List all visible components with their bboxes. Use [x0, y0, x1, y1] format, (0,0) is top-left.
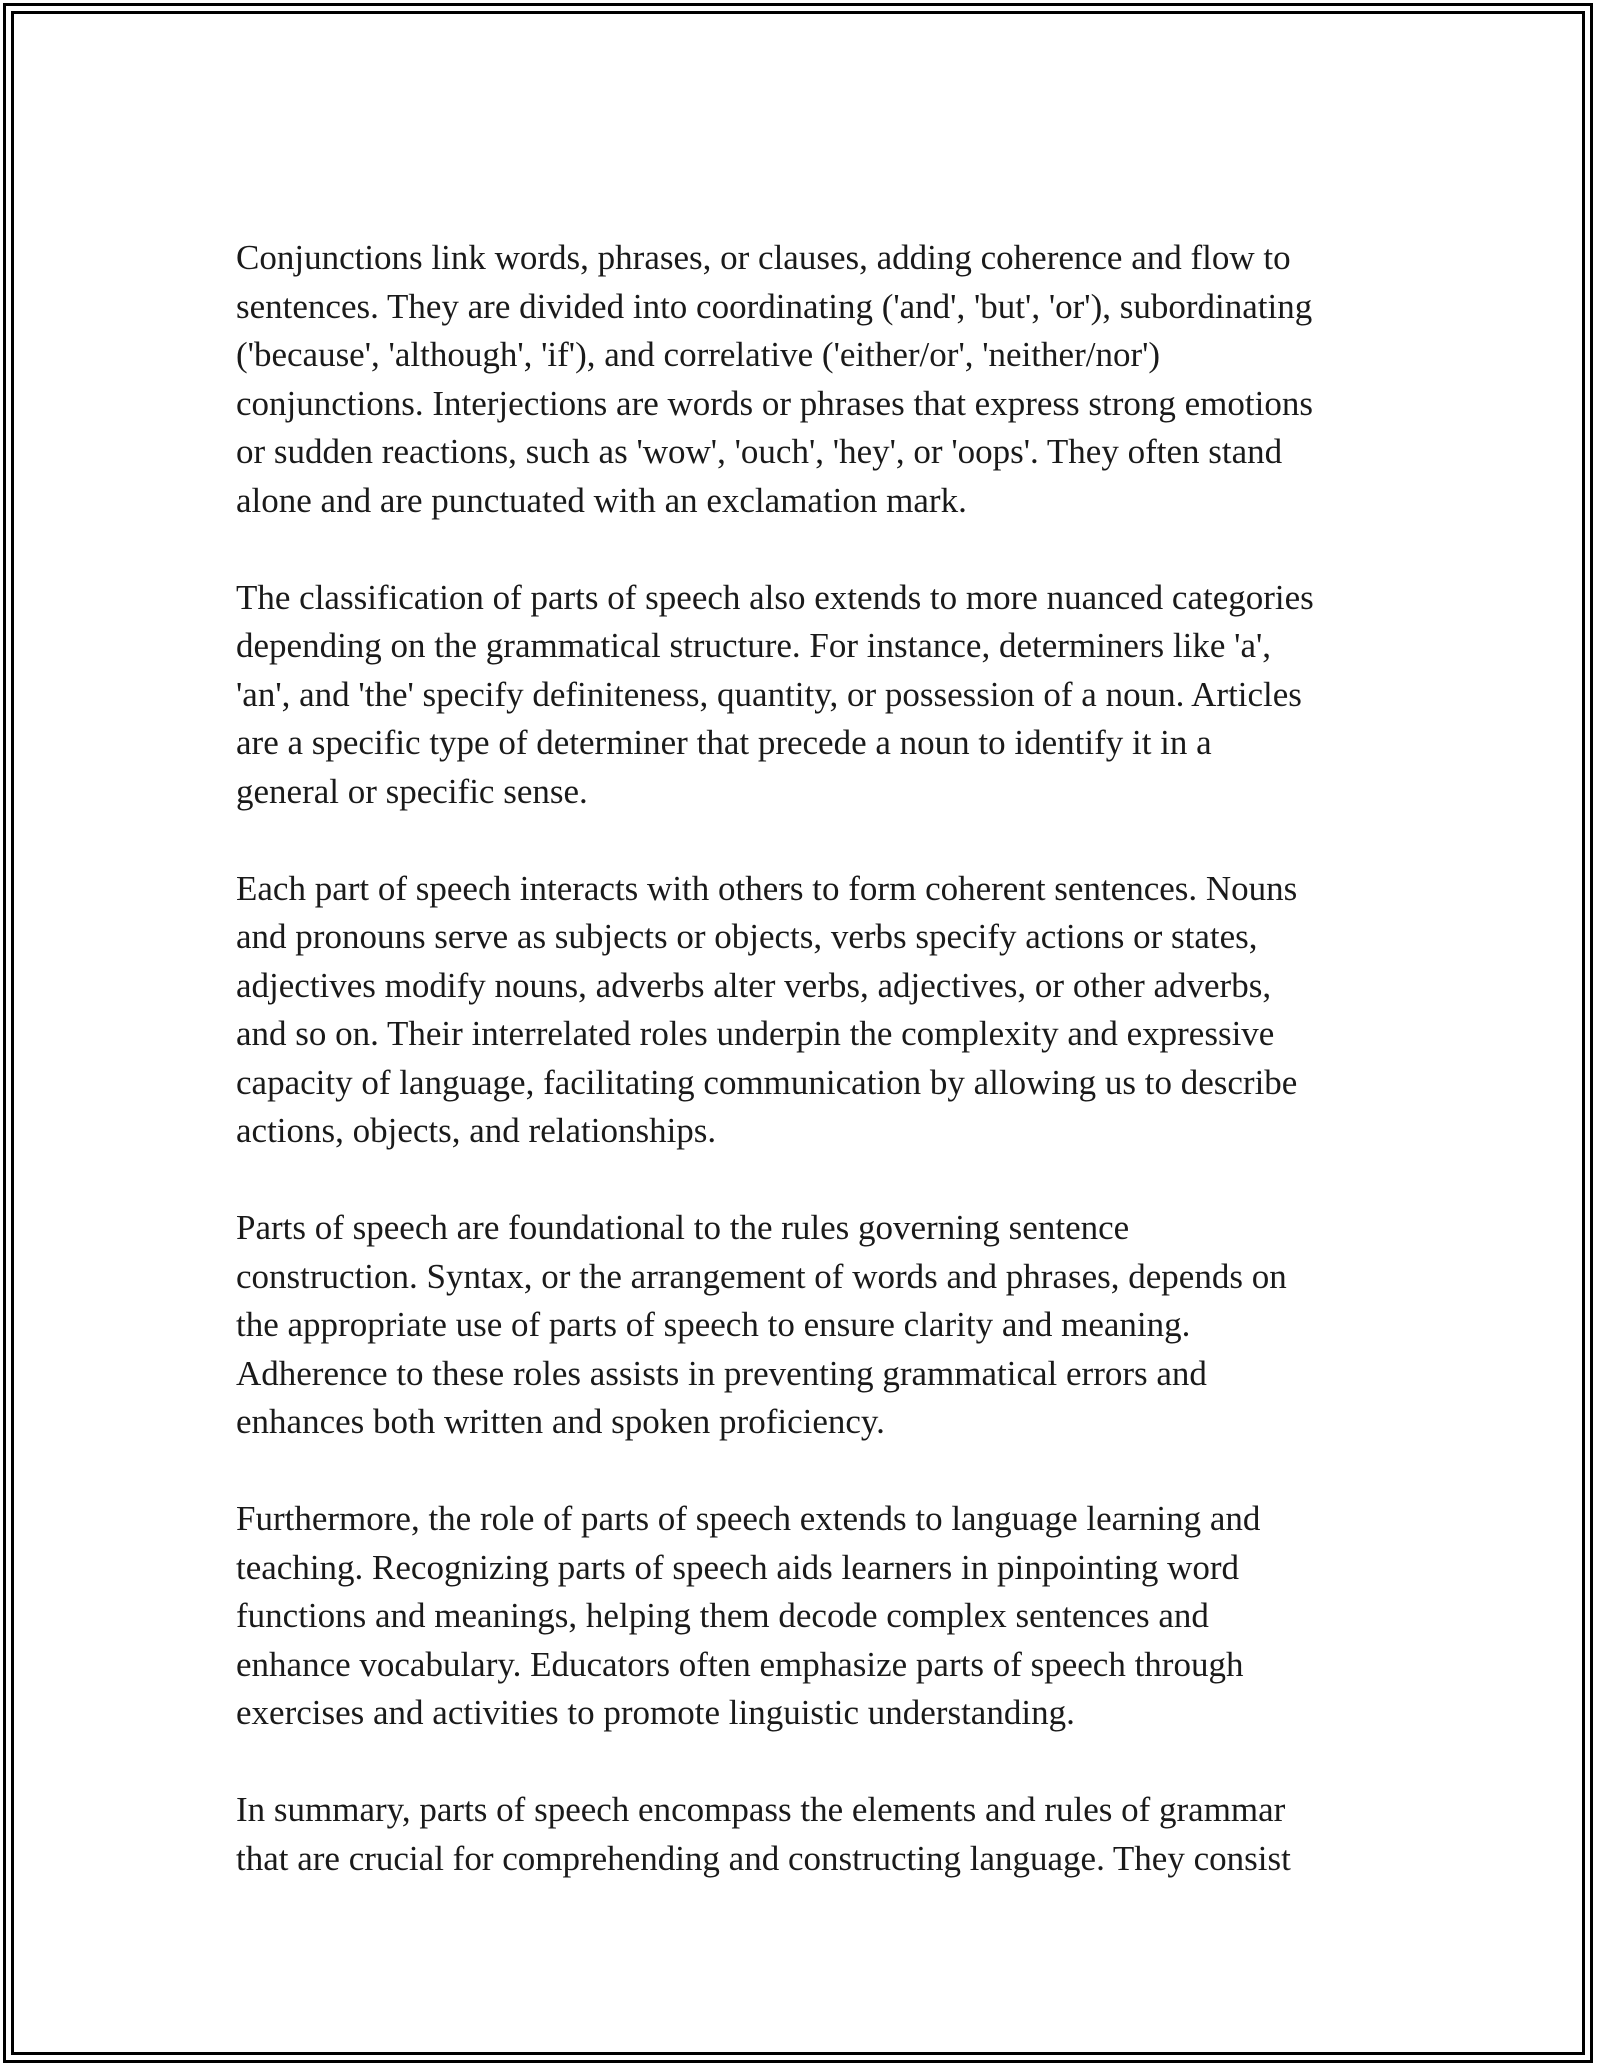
paragraph-language-learning: Furthermore, the role of parts of speech extends to language learning and teaching. Recognizing parts of speech aids learners in pinpointing word functions and meanings, helping them decode complex sentences and enhance vocabulary. Educators often emphasize parts of speech through exercises and activities to promote linguistic understanding. — [236, 1499, 1261, 1732]
document-body — [236, 234, 1386, 1883]
paragraph-conjunctions: Conjunctions link words, phrases, or clauses, adding coherence and flow to sentences. They are divided into coordinating ('and', 'but', 'or'), subordinating ('because', 'although', 'if'), and correlative ('either/or', 'neither/nor') conjunctions. Interjections are words or phrases that express strong emotions or sudden reactions, such as 'wow', 'ouch', 'hey', or 'oops'. They often stand alone and are punctuated with an exclamation mark. — [236, 238, 1313, 520]
paragraph-interaction: Each part of speech interacts with others to form coherent sentences. Nouns and pronouns serve as subjects or objects, verbs specify actions or states, adjectives modify nouns, adverbs alter verbs, adjectives, or other adverbs, and so on. Their interrelated roles underpin the complexity and expressive capacity of language, facilitating communication by allowing us to describe actions, objects, and relationships. — [236, 868, 1298, 1150]
paragraph-syntax: Parts of speech are foundational to the rules governing sentence construction. Syntax, or the arrangement of words and phrases, depends on the appropriate use of parts of speech to ensure clarity and meaning. Adherence to these roles assists in preventing grammatical errors and enhances both written and spoken proficiency. — [236, 1208, 1287, 1441]
paragraph-summary: In summary, parts of speech encompass the elements and rules of grammar that are crucial for comprehending and constructing language. They consist — [236, 1790, 1291, 1878]
paragraph-classification: The classification of parts of speech also extends to more nuanced categories depending on the grammatical structure. For instance, determiners like 'a', 'an', and 'the' specify definiteness, quantity, or possession of a noun. Articles are a specific type of determiner that precede a noun to identify it in a general or specific sense. — [236, 577, 1314, 811]
